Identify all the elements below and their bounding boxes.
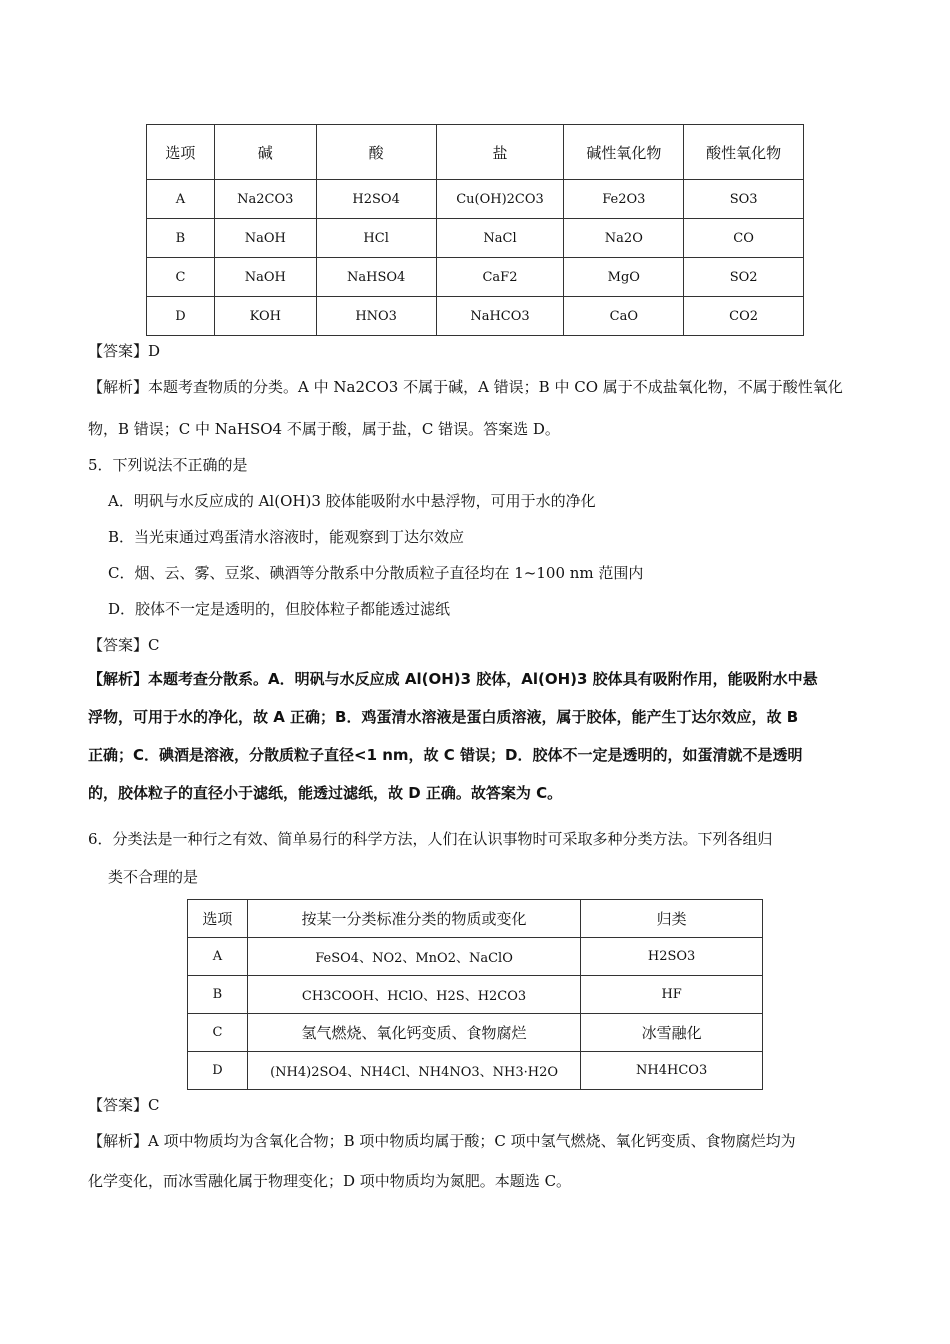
table-cell: MgO — [564, 258, 684, 297]
table-cell: HCl — [316, 219, 436, 258]
header-cell: 选项 — [188, 900, 248, 938]
table-cell: CaF2 — [436, 258, 564, 297]
table-cell: B — [147, 219, 215, 258]
table-cell: KOH — [214, 297, 316, 336]
table-cell: A — [147, 180, 215, 219]
header-cell: 盐 — [436, 125, 564, 180]
table-cell: Cu(OH)2CO3 — [436, 180, 564, 219]
q6-table — [187, 899, 763, 1090]
table-row — [188, 938, 763, 976]
table-cell: Na2O — [564, 219, 684, 258]
table-cell: C — [147, 258, 215, 297]
header-cell: 按某一分类标准分类的物质或变化 — [247, 900, 580, 938]
header-cell: 碱性氧化物 — [564, 125, 684, 180]
header-cell: 酸性氧化物 — [684, 125, 804, 180]
q5-option-b: B．当光束通过鸡蛋清水溶液时，能观察到丁达尔效应 — [108, 528, 465, 546]
table-cell: NaOH — [214, 258, 316, 297]
table-row — [147, 180, 804, 219]
q5-option-a: A．明矾与水反应成的 Al(OH)3 胶体能吸附水中悬浮物，可用于水的净化 — [108, 492, 596, 510]
table-cell: B — [188, 976, 248, 1014]
table-cell: CaO — [564, 297, 684, 336]
table-row — [188, 1014, 763, 1052]
table-cell: 氢气燃烧、氧化钙变质、食物腐烂 — [247, 1014, 580, 1052]
q5-analysis-line-1: 【解析】本题考查分散系。A．明矾与水反应成 Al(OH)3 胶体，Al(OH)3 胶体具有吸附作用，能吸附水中悬 — [88, 670, 818, 688]
table-cell: NaHCO3 — [436, 297, 564, 336]
table-cell: NaCl — [436, 219, 564, 258]
q5-option-c: C．烟、云、雾、豆浆、碘酒等分散系中分散质粒子直径均在 1~100 nm 范围内 — [108, 564, 644, 582]
table-cell: SO3 — [684, 180, 804, 219]
table-cell: CH3COOH、HClO、H2S、H2CO3 — [247, 976, 580, 1014]
q5-stem: 5．下列说法不正确的是 — [88, 456, 248, 474]
q5-analysis-line-3: 正确；C．碘酒是溶液，分散质粒子直径<1 nm，故 C 错误；D．胶体不一定是透明的，如蛋清就不是透明 — [88, 746, 803, 764]
header-cell: 选项 — [147, 125, 215, 180]
q5-answer: 【答案】C — [88, 636, 160, 654]
q6-analysis-line-2: 化学变化，而冰雪融化属于物理变化；D 项中物质均为氮肥。本题选 C。 — [88, 1172, 572, 1190]
table-cell: D — [147, 297, 215, 336]
header-cell: 归类 — [581, 900, 763, 938]
table-cell: A — [188, 938, 248, 976]
table-cell: C — [188, 1014, 248, 1052]
table-cell: Fe2O3 — [564, 180, 684, 219]
q5-analysis-line-2: 浮物，可用于水的净化，故 A 正确；B．鸡蛋清水溶液是蛋白质溶液，属于胶体，能产生丁达尔效应，故 B — [88, 708, 799, 726]
table-cell: CO — [684, 219, 804, 258]
q5-analysis-line-4: 的，胶体粒子的直径小于滤纸，能透过滤纸，故 D 正确。故答案为 C。 — [88, 784, 563, 802]
table-cell: HF — [581, 976, 763, 1014]
q6-analysis-line-1: 【解析】A 项中物质均为含氧化合物；B 项中物质均属于酸；C 项中氢气燃烧、氧化钙变质、食物腐烂均为 — [88, 1132, 796, 1150]
table-cell: 冰雪融化 — [581, 1014, 763, 1052]
q6-answer: 【答案】C — [88, 1096, 160, 1114]
table-cell: NH4HCO3 — [581, 1052, 763, 1090]
table-row — [147, 297, 804, 336]
table-cell: SO2 — [684, 258, 804, 297]
table-row — [147, 219, 804, 258]
table-cell: (NH4)2SO4、NH4Cl、NH4NO3、NH3·H2O — [247, 1052, 580, 1090]
table-row — [188, 1052, 763, 1090]
table-cell: Na2CO3 — [214, 180, 316, 219]
q6-stem-line-2: 类不合理的是 — [108, 868, 199, 886]
table-cell: H2SO4 — [316, 180, 436, 219]
q4-answer: 【答案】D — [88, 342, 161, 360]
table-cell: H2SO3 — [581, 938, 763, 976]
classification-table — [146, 124, 804, 336]
table-cell: HNO3 — [316, 297, 436, 336]
table-cell: D — [188, 1052, 248, 1090]
table-cell: CO2 — [684, 297, 804, 336]
table-cell: FeSO4、NO2、MnO2、NaClO — [247, 938, 580, 976]
table-row — [147, 258, 804, 297]
table-header-row — [188, 900, 763, 938]
table-cell: NaOH — [214, 219, 316, 258]
q4-analysis-line-1: 【解析】本题考查物质的分类。A 中 Na2CO3 不属于碱，A 错误；B 中 CO 属于不成盐氧化物，不属于酸性氧化 — [88, 378, 843, 396]
header-cell: 酸 — [316, 125, 436, 180]
q4-analysis-line-2: 物，B 错误；C 中 NaHSO4 不属于酸，属于盐，C 错误。答案选 D。 — [88, 420, 560, 438]
q6-stem-line-1: 6．分类法是一种行之有效、简单易行的科学方法，人们在认识事物时可采取多种分类方法。下列各组归 — [88, 830, 773, 848]
table-row — [188, 976, 763, 1014]
table-cell: NaHSO4 — [316, 258, 436, 297]
q5-option-d: D．胶体不一定是透明的，但胶体粒子都能透过滤纸 — [108, 600, 451, 618]
header-cell: 碱 — [214, 125, 316, 180]
table-header-row — [147, 125, 804, 180]
